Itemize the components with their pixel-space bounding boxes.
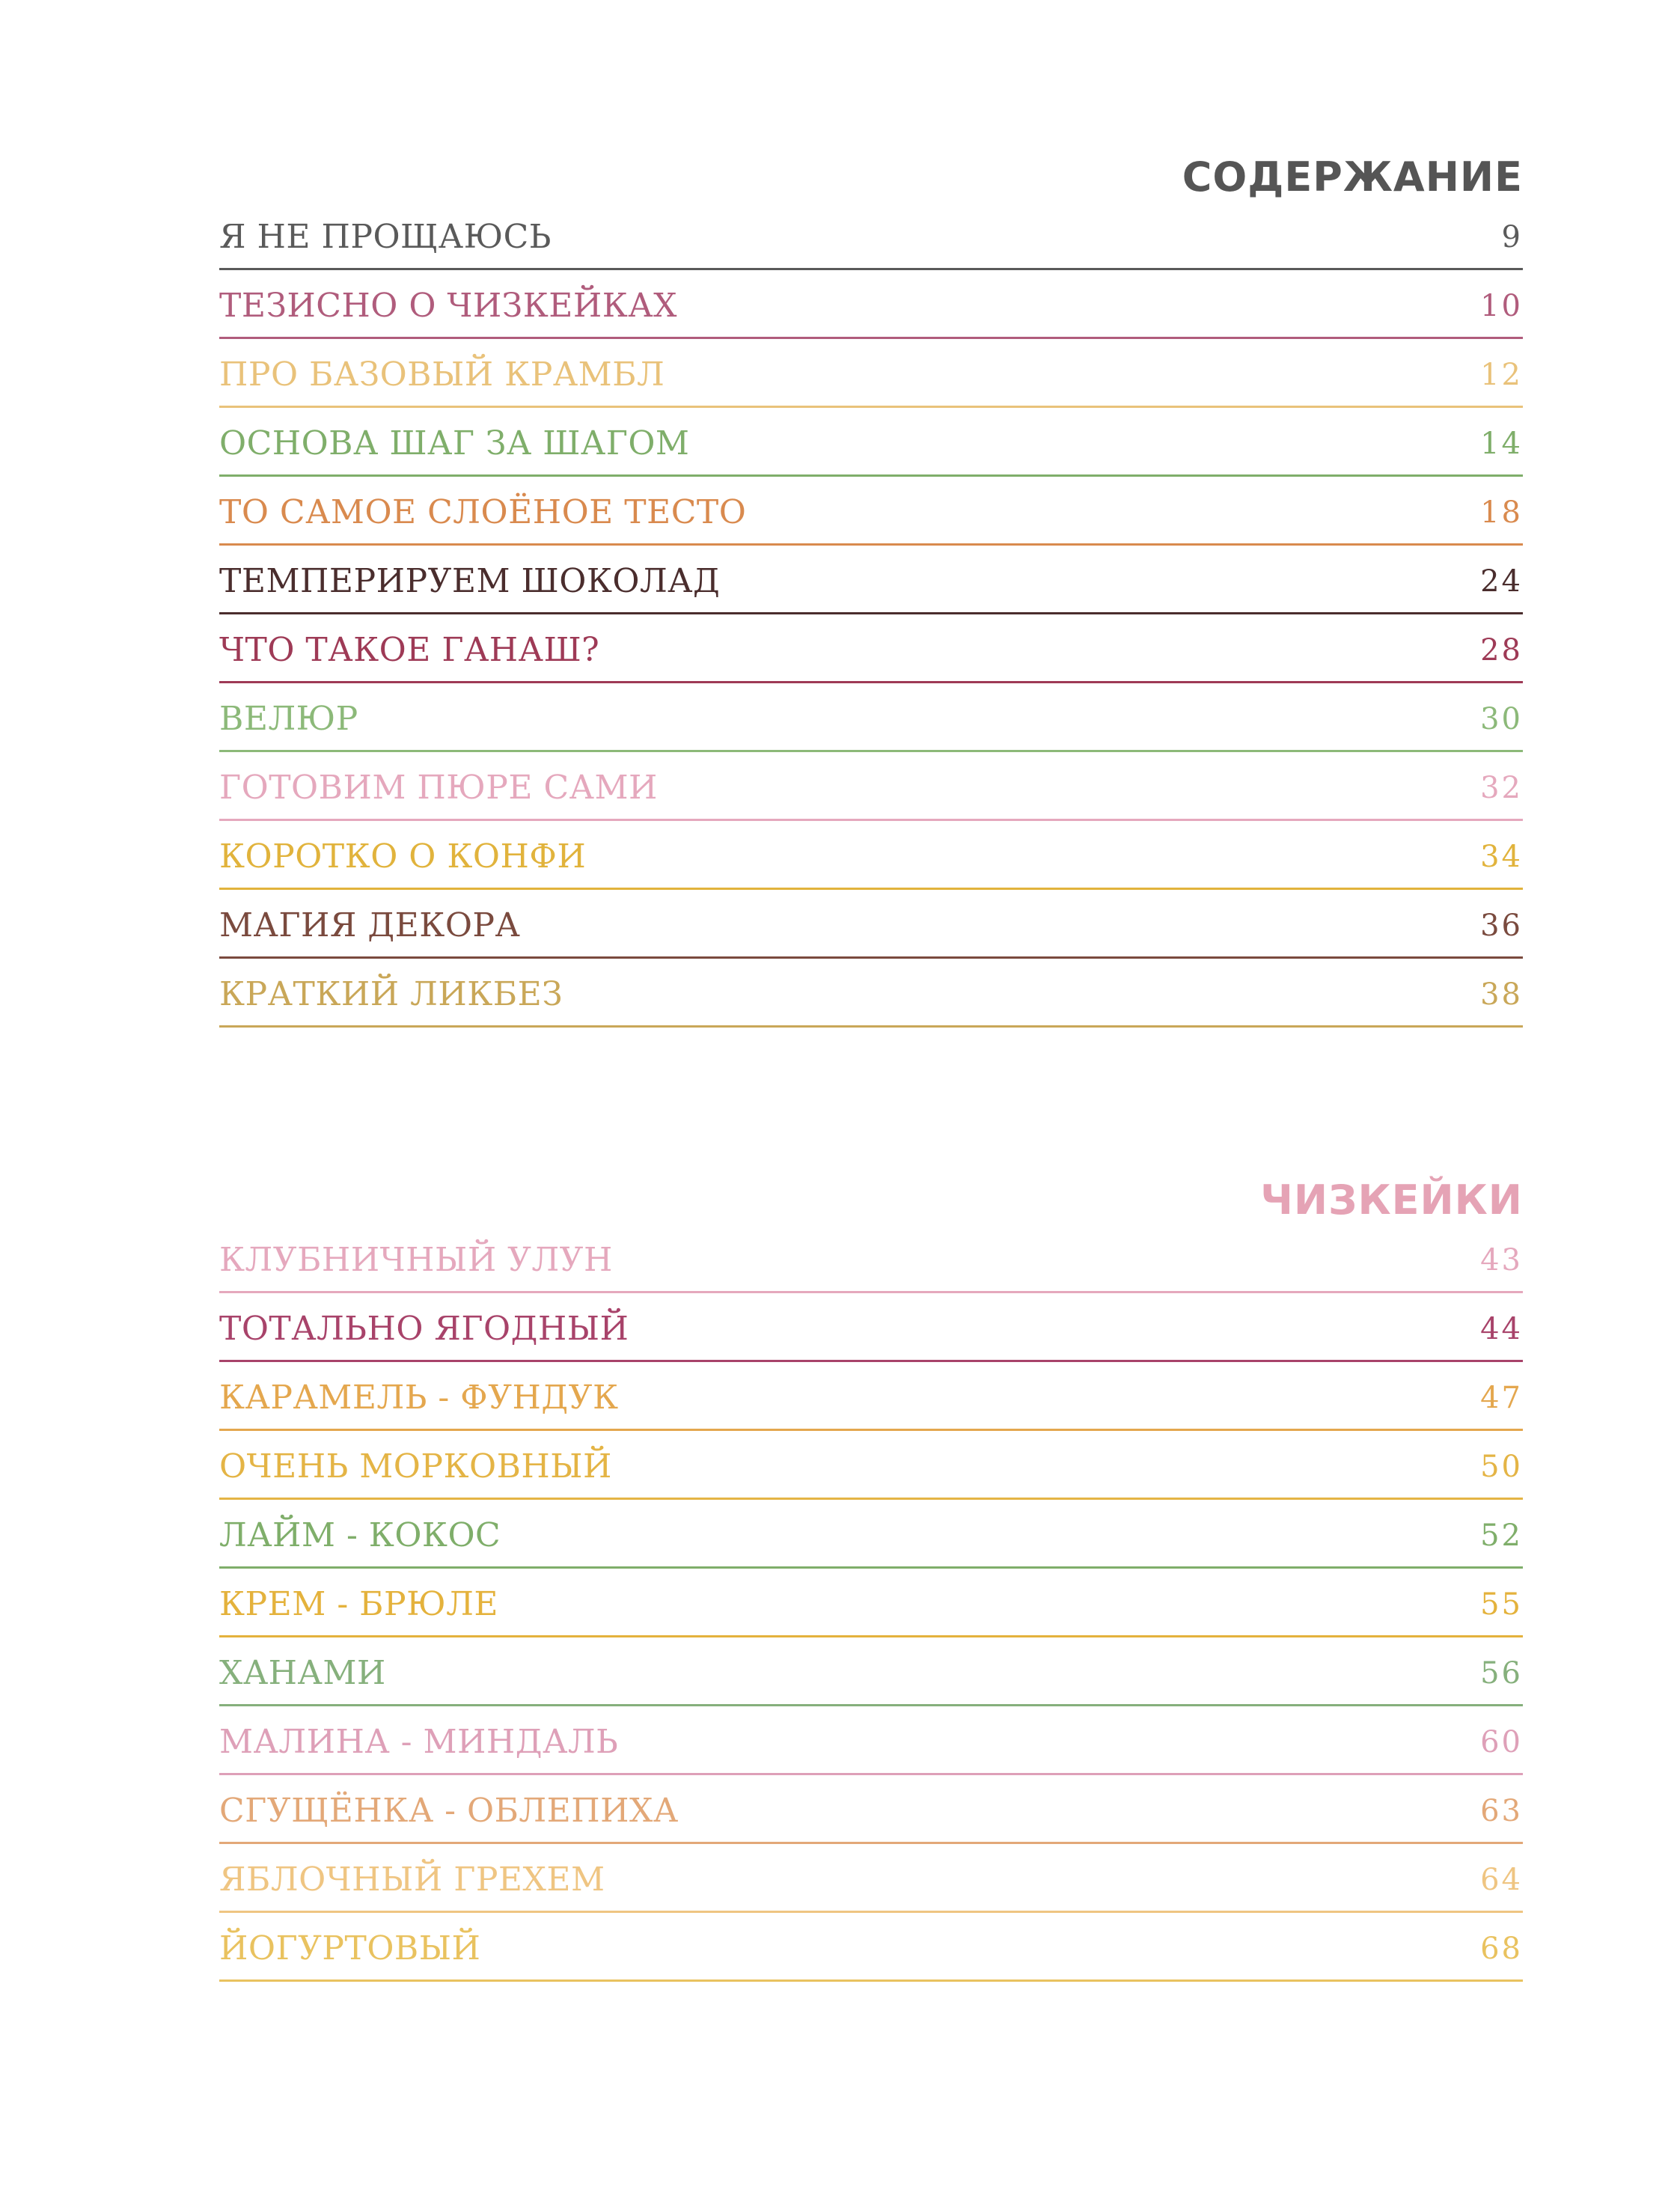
toc-entry-page-number: 56 (1480, 1655, 1523, 1691)
toc-entry-title: ТЕМПЕРИРУЕМ ШОКОЛАД (219, 562, 721, 600)
toc-entry-title: КРАТКИЙ ЛИКБЕЗ (219, 975, 563, 1013)
toc-entry-page-number: 10 (1480, 288, 1523, 323)
toc-entry[interactable] (219, 1431, 1523, 1500)
toc-entry-title: СГУЩЁНКА - ОБЛЕПИХА (219, 1792, 679, 1830)
contents-title: СОДЕРЖАНИЕ (1182, 153, 1523, 201)
toc-entry-page-number: 14 (1480, 426, 1523, 461)
toc-entry-title: КАРАМЕЛЬ - ФУНДУК (219, 1379, 619, 1417)
cheesecakes-list (219, 1224, 1523, 1982)
toc-entry[interactable] (219, 1362, 1523, 1431)
toc-entry-title: ВЕЛЮР (219, 700, 358, 738)
toc-entry[interactable] (219, 1913, 1523, 1982)
toc-entry-page-number: 60 (1480, 1724, 1523, 1759)
toc-entry-title: ТО САМОЕ СЛОЁНОЕ ТЕСТО (219, 493, 747, 531)
toc-entry[interactable] (219, 1569, 1523, 1637)
toc-entry[interactable] (219, 339, 1523, 408)
contents-list (219, 201, 1523, 1028)
toc-entry[interactable] (219, 408, 1523, 477)
toc-entry-page-number: 55 (1480, 1587, 1523, 1622)
toc-entry-page-number: 47 (1480, 1380, 1523, 1415)
toc-entry[interactable] (219, 890, 1523, 959)
toc-entry-title: КРЕМ - БРЮЛЕ (219, 1585, 498, 1623)
toc-entry[interactable] (219, 1224, 1523, 1293)
toc-entry-page-number: 68 (1480, 1931, 1523, 1966)
toc-entry-title: ОЧЕНЬ МОРКОВНЫЙ (219, 1447, 612, 1486)
toc-entry-title: ХАНАМИ (219, 1654, 386, 1692)
cheesecakes-title: ЧИЗКЕЙКИ (1260, 1176, 1523, 1224)
toc-entry-page-number: 32 (1480, 770, 1523, 805)
toc-entry[interactable] (219, 201, 1523, 270)
toc-entry-title: КЛУБНИЧНЫЙ УЛУН (219, 1241, 613, 1279)
toc-entry-page-number: 44 (1480, 1311, 1523, 1346)
toc-entry-page-number: 38 (1480, 977, 1523, 1012)
toc-entry-title: МАЛИНА - МИНДАЛЬ (219, 1723, 619, 1761)
toc-entry-page-number: 36 (1480, 908, 1523, 943)
toc-entry-title: ЧТО ТАКОЕ ГАНАШ? (219, 631, 600, 669)
toc-entry[interactable] (219, 477, 1523, 546)
toc-entry-title: ПРО БАЗОВЫЙ КРАМБЛ (219, 355, 665, 394)
toc-entry-page-number: 24 (1480, 564, 1523, 599)
toc-entry[interactable] (219, 1293, 1523, 1362)
toc-entry-page-number: 50 (1480, 1449, 1523, 1484)
toc-entry[interactable] (219, 1844, 1523, 1913)
toc-entry[interactable] (219, 1706, 1523, 1775)
toc-entry-title: ЙОГУРТОВЫЙ (219, 1929, 481, 1968)
toc-entry[interactable] (219, 683, 1523, 752)
toc-entry-page-number: 18 (1480, 495, 1523, 530)
toc-entry-title: МАГИЯ ДЕКОРА (219, 906, 521, 944)
toc-entry[interactable] (219, 270, 1523, 339)
toc-entry[interactable] (219, 546, 1523, 614)
toc-entry-title: ГОТОВИМ ПЮРЕ САМИ (219, 769, 658, 807)
toc-entry-title: ЯБЛОЧНЫЙ ГРЕХЕМ (219, 1861, 605, 1899)
contents-section (219, 153, 1523, 1028)
toc-entry[interactable] (219, 752, 1523, 821)
toc-entry[interactable] (219, 1637, 1523, 1706)
toc-entry-page-number: 52 (1480, 1518, 1523, 1553)
toc-entry[interactable] (219, 614, 1523, 683)
cheesecakes-section (219, 1176, 1523, 1982)
toc-entry-page-number: 30 (1480, 701, 1523, 736)
toc-entry-page-number: 43 (1480, 1242, 1523, 1278)
toc-entry-title: ТОТАЛЬНО ЯГОДНЫЙ (219, 1310, 629, 1348)
toc-entry-page-number: 9 (1501, 219, 1523, 254)
toc-entry[interactable] (219, 821, 1523, 890)
toc-entry-title: КОРОТКО О КОНФИ (219, 837, 587, 876)
toc-entry-page-number: 64 (1480, 1862, 1523, 1897)
toc-entry-page-number: 63 (1480, 1793, 1523, 1828)
toc-entry[interactable] (219, 1775, 1523, 1844)
toc-entry-page-number: 12 (1480, 357, 1523, 392)
toc-entry[interactable] (219, 1500, 1523, 1569)
toc-entry-title: ЛАЙМ - КОКОС (219, 1516, 501, 1554)
toc-entry-title: ОСНОВА ШАГ ЗА ШАГОМ (219, 424, 690, 463)
toc-entry-page-number: 34 (1480, 839, 1523, 874)
toc-entry-title: ТЕЗИСНО О ЧИЗКЕЙКАХ (219, 287, 677, 325)
toc-entry-title: Я НЕ ПРОЩАЮСЬ (219, 218, 552, 256)
toc-entry-page-number: 28 (1480, 632, 1523, 668)
toc-entry[interactable] (219, 959, 1523, 1028)
